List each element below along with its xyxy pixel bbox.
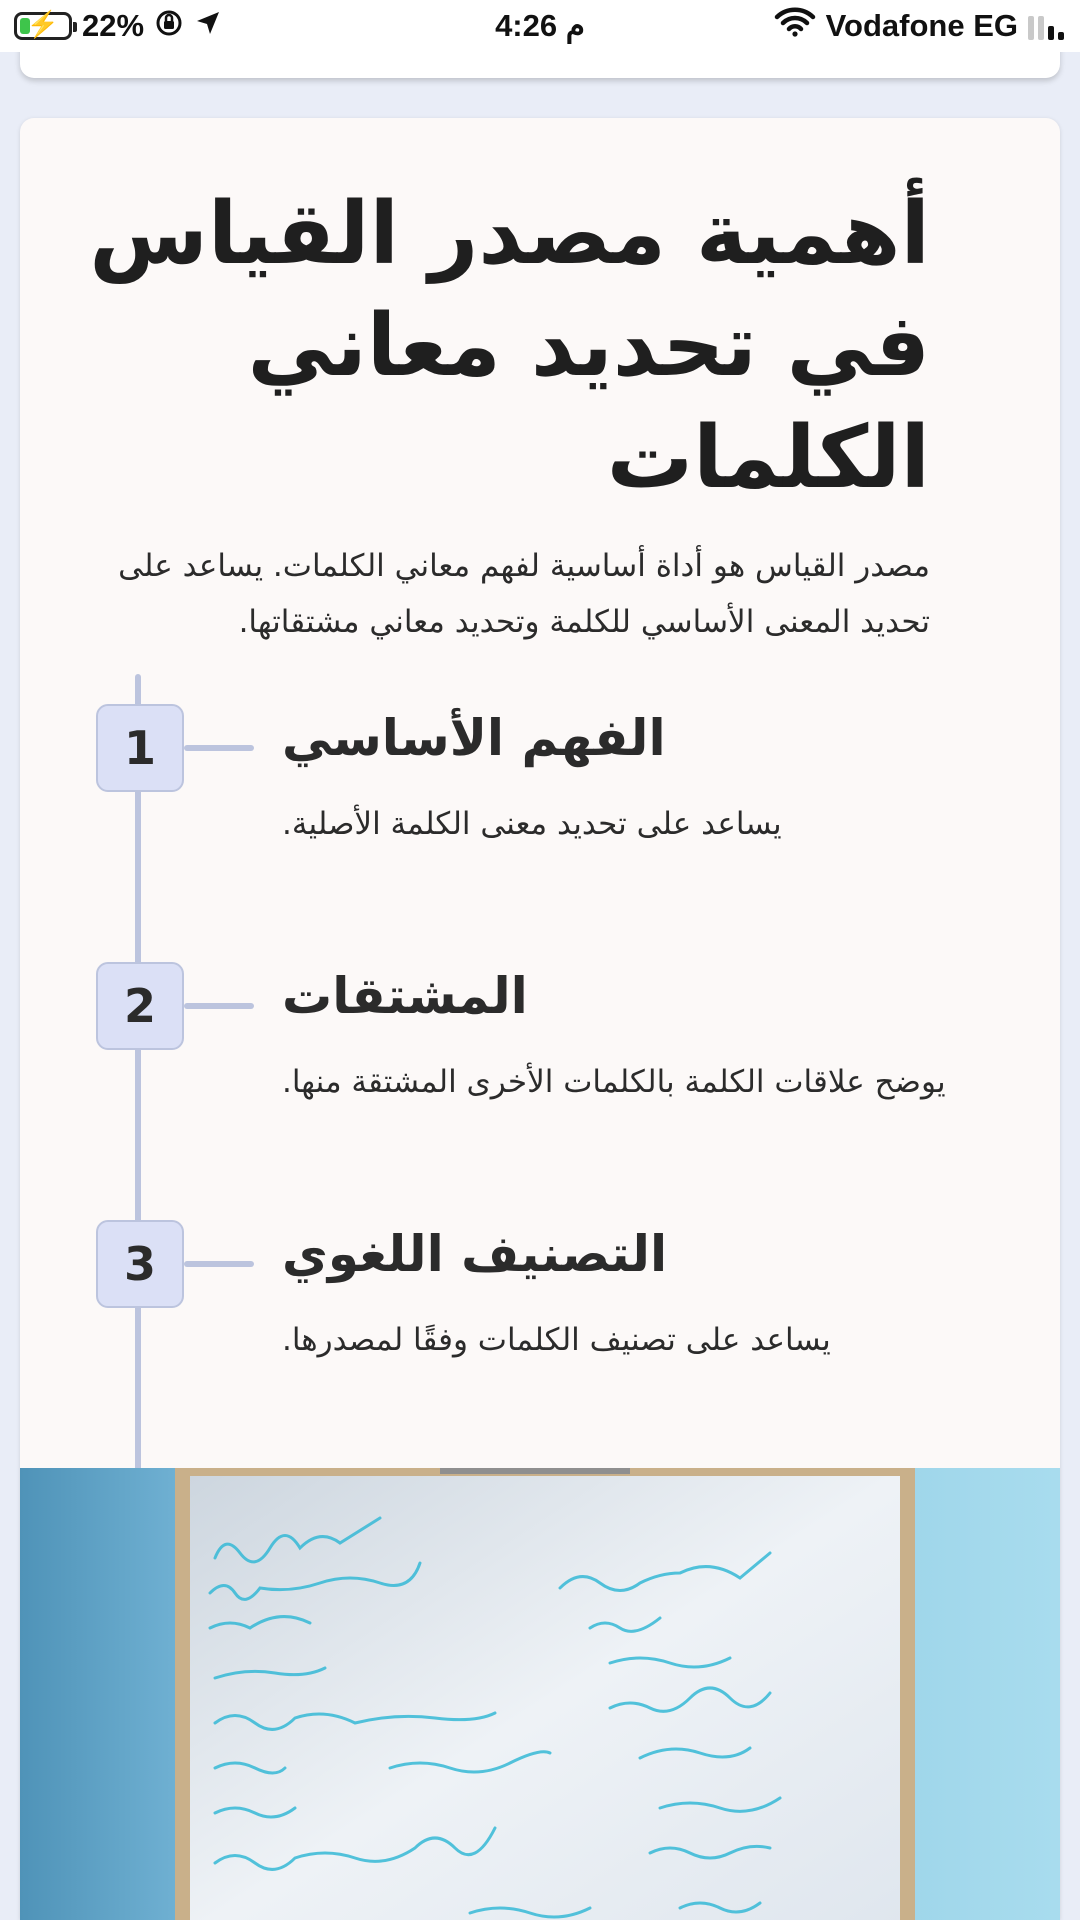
location-arrow-icon <box>194 9 222 43</box>
step-connector <box>184 745 254 751</box>
carrier-name: Vodafone EG <box>825 8 1018 43</box>
whiteboard-with-handwriting-image <box>20 1468 1060 1920</box>
step-number-badge: 3 <box>96 1220 184 1308</box>
timeline-step-2 <box>20 962 1060 1162</box>
timeline-step-1 <box>20 704 1060 904</box>
clock-time: 4:26 م <box>495 8 585 43</box>
step-description: يساعد على تصنيف الكلمات وفقًا لمصدرها. <box>282 1322 831 1358</box>
step-description: يوضح علاقات الكلمة بالكلمات الأخرى المشتقة منها. <box>282 1064 946 1100</box>
status-right <box>774 7 1064 45</box>
signal-bars-icon <box>1028 12 1064 40</box>
step-title: الفهم الأساسي <box>282 709 666 767</box>
status-left <box>14 8 222 44</box>
step-title: المشتقات <box>282 967 528 1025</box>
step-description: يساعد على تحديد معنى الكلمة الأصلية. <box>282 806 782 842</box>
step-connector <box>184 1261 254 1267</box>
content-card <box>20 118 1060 1920</box>
step-number-badge: 1 <box>96 704 184 792</box>
step-connector <box>184 1003 254 1009</box>
battery-percent: 22% <box>82 8 145 43</box>
page-title: أهمية مصدر القياس في تحديد معاني الكلمات <box>89 184 930 508</box>
battery-icon <box>14 9 72 40</box>
wifi-icon <box>774 7 816 45</box>
step-title: التصنيف اللغوي <box>282 1225 668 1283</box>
charging-bolt-icon: ⚡ <box>26 9 60 39</box>
timeline-step-3 <box>20 1220 1060 1420</box>
step-number-badge: 2 <box>96 962 184 1050</box>
orientation-lock-icon <box>154 8 184 44</box>
whiteboard-illustration <box>20 1468 1060 1920</box>
status-bar <box>0 0 1080 52</box>
intro-paragraph: مصدر القياس هو أداة أساسية لفهم معاني الكلمات. يساعد على تحديد المعنى الأساسي للكلمة وتحديد معاني مشتقاتها. <box>118 548 930 640</box>
